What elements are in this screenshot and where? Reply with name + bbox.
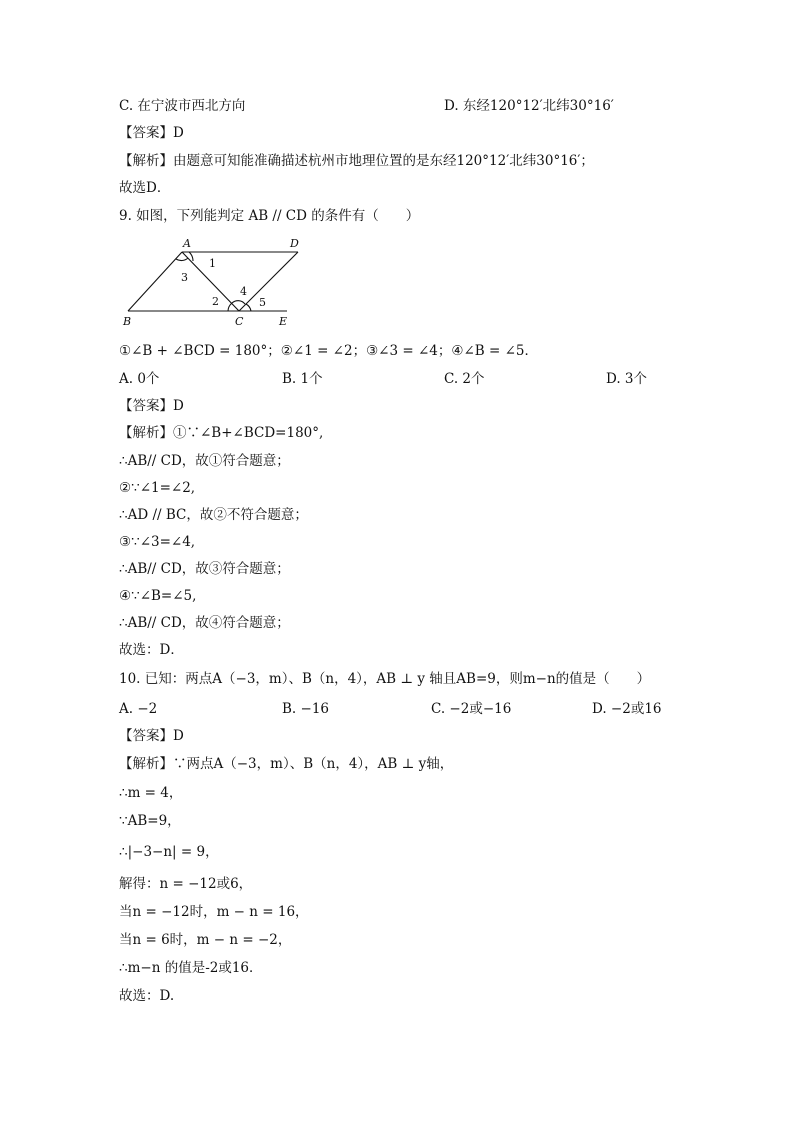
q8-option-d: D. 东经120°12′北纬30°16′ — [444, 98, 614, 114]
label-angle-5: 5 — [259, 296, 266, 309]
label-e: E — [279, 315, 288, 328]
label-angle-4: 4 — [240, 285, 247, 298]
q9-option-a: A. 0个 — [119, 371, 160, 387]
q10-option-a: A. −2 — [119, 701, 158, 717]
q9-analysis-line-7: ④∵∠B=∠5, — [119, 588, 197, 604]
q9-question: 9. 如图，下列能判定 AB // CD 的条件有（ ） — [119, 208, 420, 224]
q8-option-c: C. 在宁波市西北方向 — [119, 98, 246, 114]
label-angle-3: 3 — [181, 271, 188, 284]
q9-analysis-line-8: ∴AB// CD，故④符合题意； — [119, 615, 290, 631]
angle-arc-2 — [228, 303, 232, 311]
q10-analysis-line-7: 当n = 6时，m − n = −2， — [119, 932, 292, 948]
q9-answer: 【答案】D — [119, 398, 184, 414]
q10-analysis-line-8: ∴m−n 的值是-2或16． — [119, 960, 263, 976]
q10-answer: 【答案】D — [119, 728, 184, 744]
label-angle-2: 2 — [212, 295, 219, 308]
label-d: D — [290, 237, 299, 250]
q9-conditions: ①∠B + ∠BCD = 180°；②∠1 = ∠2；③∠3 = ∠4；④∠B = ∠5． — [119, 343, 539, 359]
angle-arc-5 — [246, 304, 251, 311]
q10-analysis-line-1: 【解析】∵两点A（−3，m）、B（n，4），AB ⊥ y轴， — [119, 756, 454, 772]
q9-option-d: D. 3个 — [606, 371, 648, 387]
angle-arc-3 — [176, 258, 188, 261]
q9-option-c: C. 2个 — [444, 371, 485, 387]
q10-analysis-line-5: 解得：n = −12或6， — [119, 876, 253, 892]
q10-question: 10. 已知：两点A（−3，m）、B（n，4），AB ⊥ y 轴且AB=9，则m−n的值是（ ） — [119, 671, 651, 687]
q9-analysis-line-4: ∴AD // BC，故②不符合题意； — [119, 507, 308, 523]
label-c: C — [235, 315, 244, 328]
q9-geometry-figure — [115, 233, 315, 328]
q8-conclusion: 故选D． — [119, 180, 171, 196]
q9-analysis-line-3: ②∵∠1=∠2, — [119, 480, 196, 496]
q10-analysis-line-9: 故选：D. — [119, 988, 175, 1004]
q9-analysis-line-5: ③∵∠3=∠4, — [119, 534, 196, 550]
q8-analysis: 【解析】由题意可知能准确描述杭州市地理位置的是东经120°12′北纬30°16′； — [119, 153, 594, 169]
segment-ab — [128, 252, 182, 311]
q10-analysis-line-2: ∴m = 4， — [119, 785, 183, 801]
q9-analysis-line-9: 故选：D． — [119, 642, 184, 658]
q10-analysis-line-4: ∴|−3−n| = 9， — [119, 844, 219, 860]
segment-dc — [239, 252, 298, 311]
q10-option-b: B. −16 — [282, 701, 329, 717]
label-b: B — [123, 315, 132, 328]
q9-analysis-line-6: ∴AB// CD，故③符合题意； — [119, 561, 290, 577]
q8-answer: 【答案】D — [119, 125, 184, 141]
angle-arc-4 — [232, 301, 245, 304]
q10-analysis-line-3: ∵AB=9， — [119, 813, 181, 829]
q9-option-b: B. 1个 — [282, 371, 323, 387]
q9-analysis-line-2: ∴AB// CD，故①符合题意； — [119, 453, 290, 469]
label-angle-1: 1 — [209, 257, 216, 270]
q10-option-d: D. −2或16 — [592, 701, 662, 717]
q10-analysis-line-6: 当n = −12时，m − n = 16， — [119, 904, 309, 920]
q10-option-c: C. −2或−16 — [431, 701, 512, 717]
label-a: A — [183, 237, 191, 250]
q9-analysis-line-1: 【解析】①∵∠B+∠BCD=180°, — [119, 425, 324, 441]
